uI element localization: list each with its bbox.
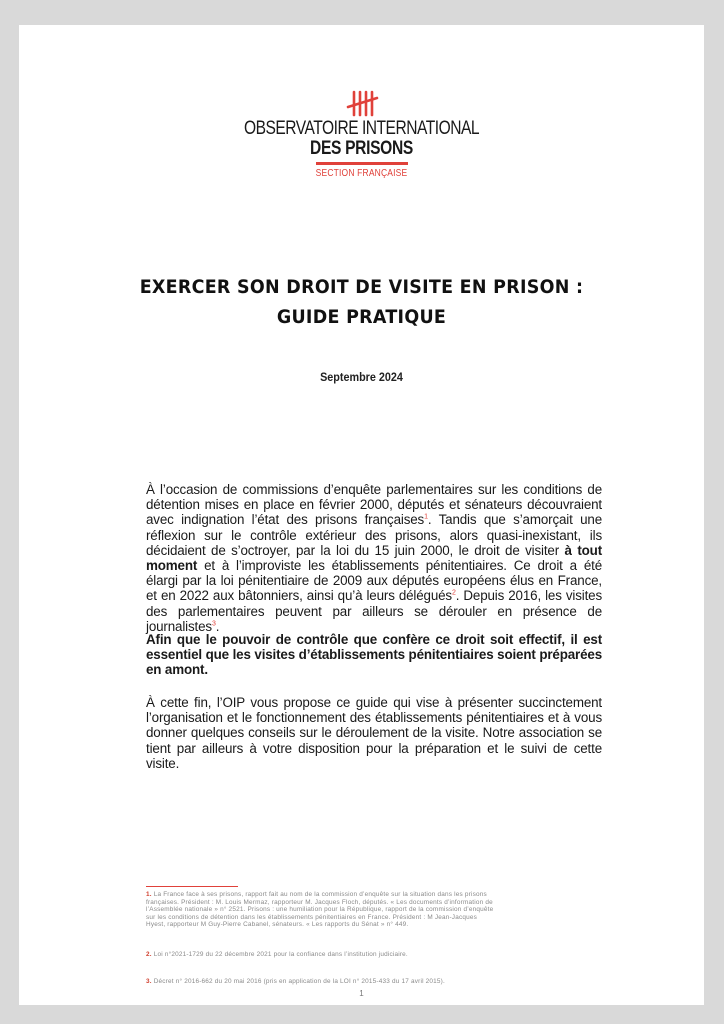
footnote-ref-3[interactable]: 3: [211, 620, 216, 628]
footnote-3: [146, 978, 566, 986]
logo-name-line2: DES PRISONS: [310, 138, 413, 159]
footnote-ref-2[interactable]: 2: [451, 589, 456, 597]
emphasis-text: à tout moment: [146, 542, 602, 574]
footnote-number: 2.: [146, 951, 152, 958]
footnote-1: [146, 891, 496, 929]
text-run: À l’occasion de commissions d’enquête parlementaires sur les conditions de détention mises en place en février 2000, députés et sénateurs découvraient avec indignation l’état des prisons françaises: [146, 482, 602, 528]
text-run: et à l’improviste les établissements pénitentiaires. Ce droit a été élargi par la loi pénitentiaire de 2009 aux députés européens élus en France, et en 2022 aux bâtonniers, ainsi qu’à leurs délégués: [146, 558, 602, 604]
footnote-text: Loi n°2021-1729 du 22 décembre 2021 pour la confiance dans l’institution judiciaire.: [151, 951, 408, 958]
footnote-number: 3.: [146, 978, 152, 985]
document-page: [19, 25, 704, 1005]
text-run: .: [215, 618, 220, 634]
title-line-2: GUIDE PRATIQUE: [276, 306, 447, 328]
purpose-paragraph: À cette fin, l’OIP vous propose ce guide qui vise à présenter succinctement l’organisation et le fonctionnement des établissements pénitentiaires et à vous donner quelques conseils sur le déroulement de la visite. Notre association se tient par ailleurs à votre disposition pour la préparation et le suivi de cette visite.: [146, 695, 602, 771]
logo-divider: [316, 162, 408, 165]
intro-paragraph: [146, 482, 602, 634]
emphasis-paragraph: Afin que le pouvoir de contrôle que confère ce droit soit effectif, il est essentiel que les visites d’établissements pénitentiaires soient préparées en amont.: [146, 632, 602, 678]
footnote-ref-1[interactable]: 1: [424, 513, 428, 521]
tally-marks-icon: [345, 89, 379, 117]
oip-logo: [19, 89, 704, 179]
title-line-1: EXERCER SON DROIT DE VISITE EN PRISON :: [139, 276, 584, 298]
logo-section-label: SECTION FRANÇAISE: [315, 168, 408, 179]
text-run: . Depuis 2016, les visites des parlementaires peuvent par ailleurs se dérouler en présence de journalistes: [146, 588, 602, 634]
footnote-text: La France face à ses prisons, rapport fait au nom de la commission d’enquête sur la situation dans les prisons françaises. Président : M. Louis Mermaz, rapporteur M. Jacques Floch, députés. « Les documents d’information de l’Assemblée nationale » n° 2521. Prisons : une humiliation pour la République, rapport de la commission d’enquête sur les conditions de détention dans les établissements pénitentiaires en France. Président : M Jean-Jacques Hyest, rapporteur M Guy-Pierre Cabanel, sénateurs. « Les rapports du Sénat » n° 449.: [146, 891, 494, 929]
footnote-2: [146, 951, 546, 959]
footnote-number: 1.: [146, 891, 152, 898]
footnote-separator: [146, 886, 238, 887]
page-number: 1: [359, 989, 364, 998]
document-date: Septembre 2024: [320, 370, 403, 384]
logo-name-line1: OBSERVATOIRE INTERNATIONAL: [243, 118, 480, 139]
text-run: . Tandis que s’amorçait une réflexion sur le contrôle extérieur des prisons, alors quasi-inexistant, ils décidaient de s’octroyer, par la loi du 15 juin 2000, le droit de visiter: [146, 512, 602, 558]
footnote-text: Décret n° 2016-662 du 20 mai 2016 (pris en application de la LOI n° 2015-433 du 17 avril 2015).: [151, 978, 445, 985]
document-title: [46, 272, 676, 332]
